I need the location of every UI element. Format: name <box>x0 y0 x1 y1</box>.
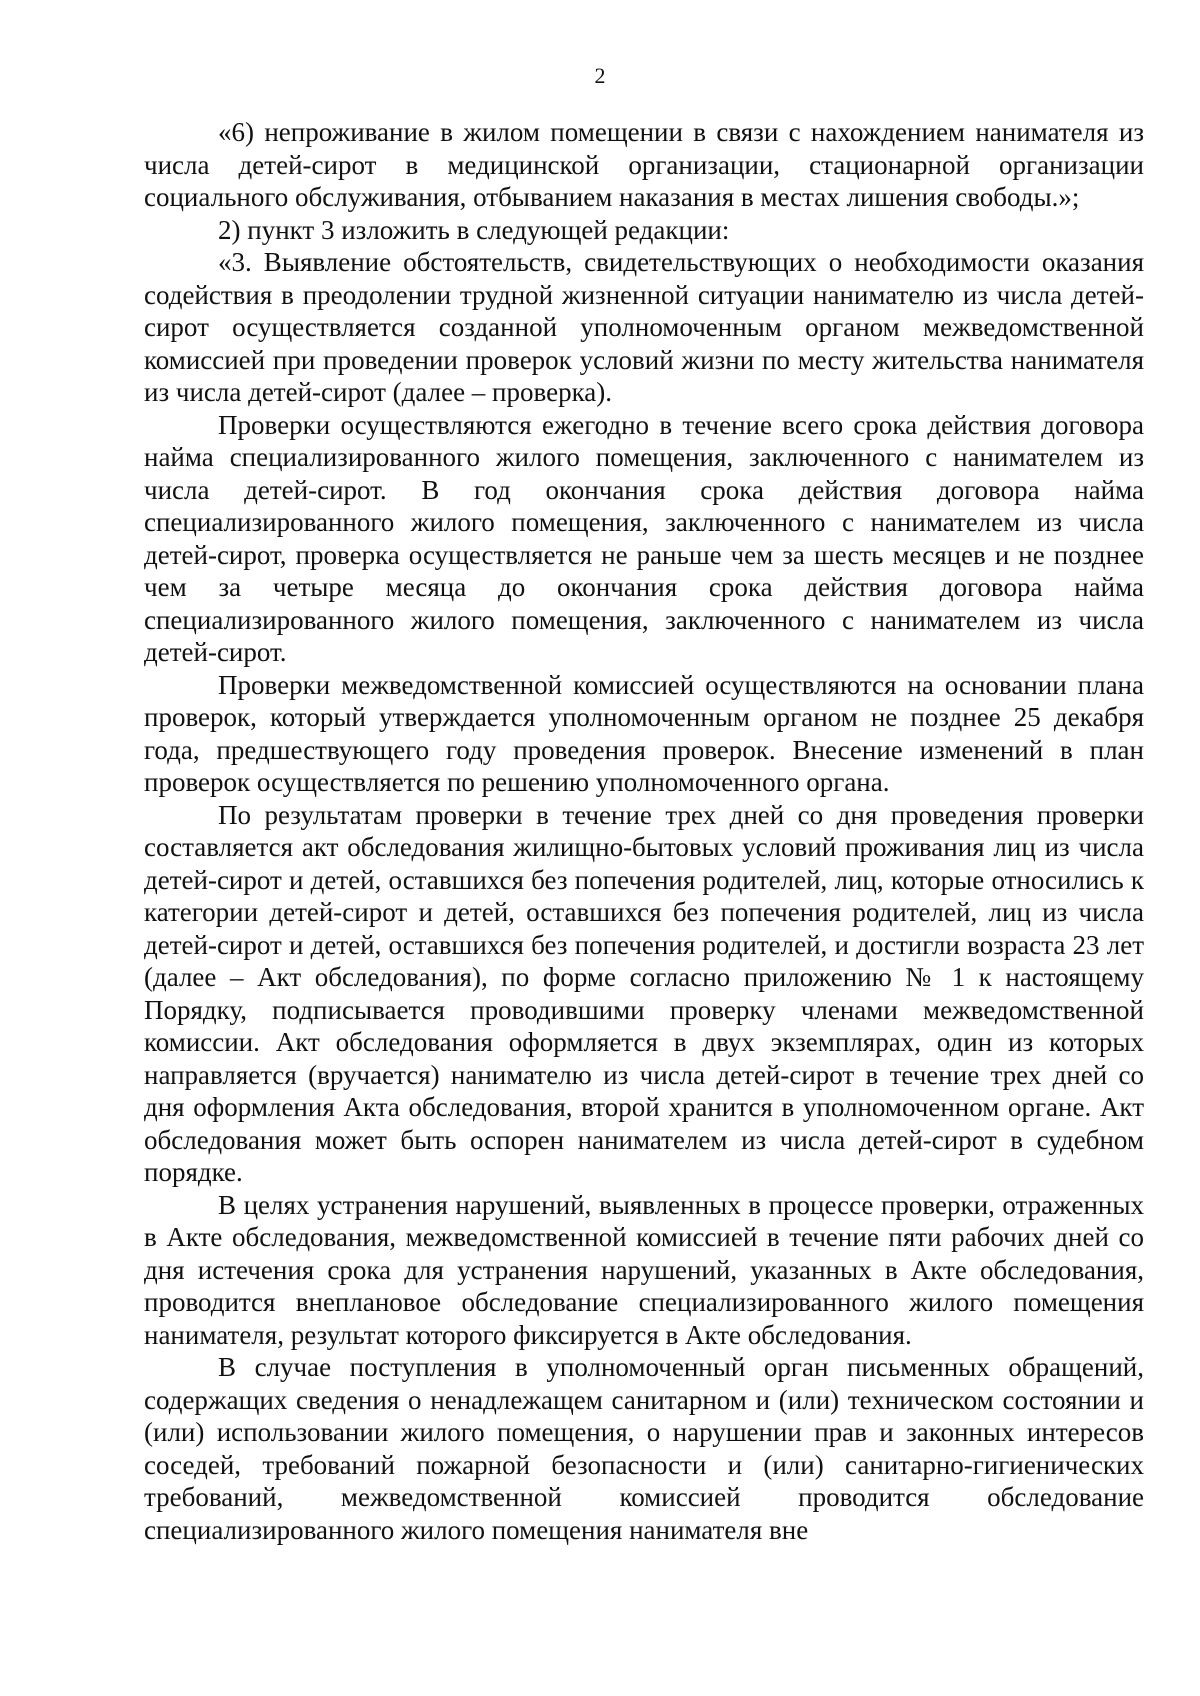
page-number: 2 <box>594 63 606 88</box>
paragraph: «6) непроживание в жилом помещении в связи с нахождением нанимателя из числа детей-сирот в медицинской организации, стационарной организации социального обслуживания, отбыванием наказания в местах лишения свободы.»; <box>144 117 1144 212</box>
paragraph: По результатам проверки в течение трех дней со дня проведения проверки составляется акт обследования жилищно-бытовых условий проживания лиц из числа детей-сирот и детей, оставшихся без попечения родителей, лиц, которые относились к категории детей-сирот и детей, оставшихся без попечения родителей, лиц из числа детей-сирот и детей, оставшихся без попечения родителей, и достигли возраста 23 лет (далее – Акт обследования), по форме согласно приложению № 1 к настоящему Порядку, подписывается проводившими проверку членами межведомственной комиссии. Акт обследования оформляется в двух экземплярах, один из которых направляется (вручается) нанимателю из числа детей-сирот в течение трех дней со дня оформления Акта обследования, второй хранится в уполномоченном органе. Акт обследования может быть оспорен нанимателем из числа детей-сирот в судебном порядке. <box>144 799 1144 1187</box>
paragraph: Проверки осуществляются ежегодно в течение всего срока действия договора найма специализированного жилого помещения, заключенного с нанимателем из числа детей-сирот. В год окончания срока действия договора найма специализированного жилого помещения, заключенного с нанимателем из числа детей-сирот, проверка осуществляется не раньше чем за шесть месяцев и не позднее чем за четыре месяца до окончания срока действия договора найма специализированного жилого помещения, заключенного с нанимателем из числа детей-сирот. <box>144 409 1144 667</box>
paragraph: 2) пункт 3 изложить в следующей редакции: <box>218 214 730 245</box>
paragraph: «3. Выявление обстоятельств, свидетельствующих о необходимости оказания содействия в преодолении трудной жизненной ситуации нанимателю из числа детей-сирот осуществляется созданной уполномоченным органом межведомственной комиссией при проведении проверок условий жизни по месту жительства нанимателя из числа детей-сирот (далее – проверка). <box>144 247 1144 407</box>
paragraph: В случае поступления в уполномоченный орган письменных обращений, содержащих сведения о ненадлежащем санитарном и (или) техническом состоянии и (или) использовании жилого помещения, о нарушении прав и законных интересов соседей, требований пожарной безопасности и (или) санитарно-гигиенических требований, межведомственной комиссией проводится обследование специализированного жилого помещения нанимателя вне <box>144 1352 1144 1545</box>
paragraph: В целях устранения нарушений, выявленных в процессе проверки, отраженных в Акте обследования, межведомственной комиссией в течение пяти рабочих дней со дня истечения срока для устранения нарушений, указанных в Акте обследования, проводится внеплановое обследование специализированного жилого помещения нанимателя, результат которого фиксируется в Акте обследования. <box>144 1189 1144 1350</box>
paragraph: Проверки межведомственной комиссией осуществляются на основании плана проверок, который утверждается уполномоченным органом не позднее 25 декабря года, предшествующего году проведения проверок. Внесение изменений в план проверок осуществляется по решению уполномоченного органа. <box>144 669 1144 797</box>
document-body <box>144 116 1144 1546</box>
